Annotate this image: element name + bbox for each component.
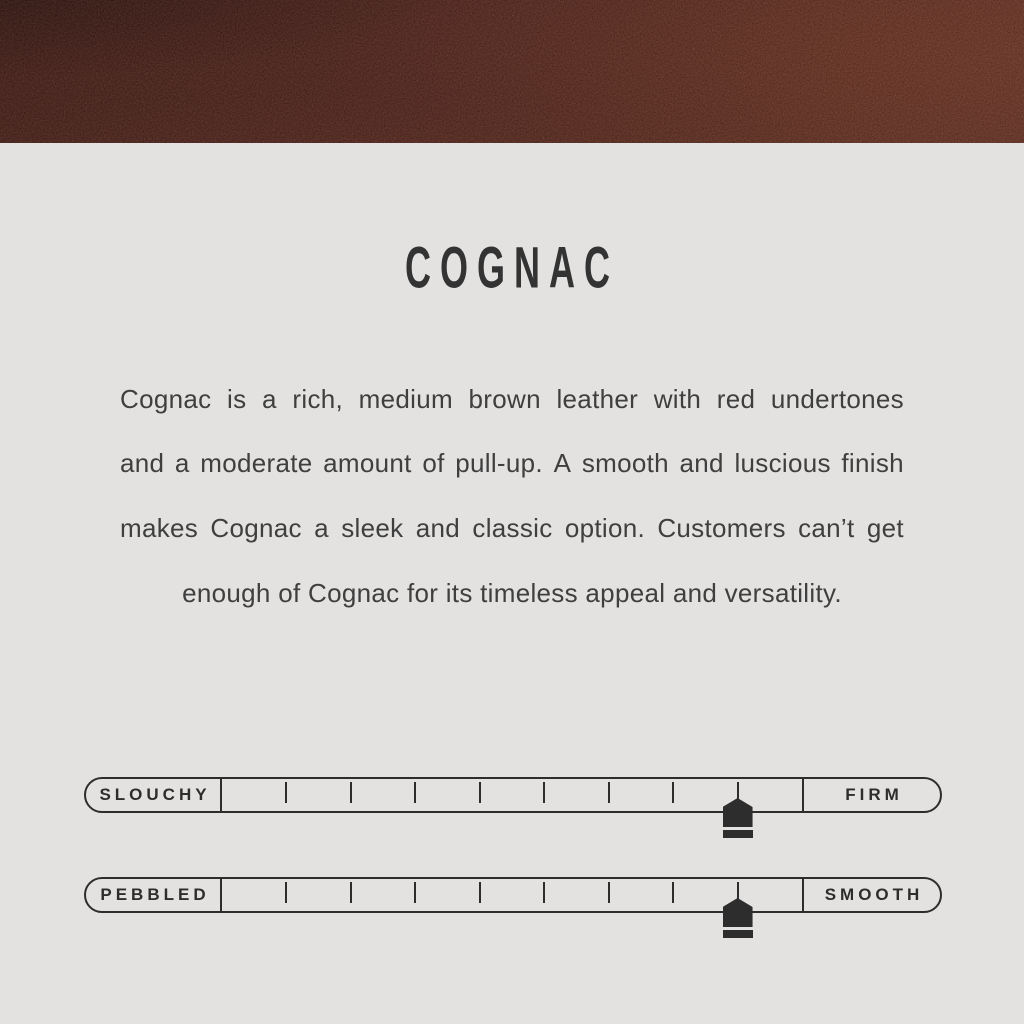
leather-photo xyxy=(0,0,1024,143)
marker-base xyxy=(723,830,753,838)
marker-nib xyxy=(723,798,753,827)
scale-left-section xyxy=(86,879,222,911)
scale-tick xyxy=(543,782,545,803)
scale-right-label: FIRM xyxy=(845,785,903,804)
scale-tick xyxy=(350,782,352,803)
scale-slouchy-firm xyxy=(84,777,942,813)
scale-left-label: PEBBLED xyxy=(100,885,210,904)
marker-nib xyxy=(723,898,753,927)
scale-tick xyxy=(672,782,674,803)
scale-tick xyxy=(608,882,610,903)
scale-track xyxy=(222,879,802,911)
description-line: Cognac is a rich, medium brown leather with red undertones xyxy=(120,383,904,414)
page-title: COGNAC xyxy=(405,234,619,301)
scale-tick xyxy=(672,882,674,903)
scale-tick xyxy=(285,882,287,903)
description-line: makes Cognac a sleek and classic option. Customers can’t get xyxy=(120,512,904,543)
scale-tick xyxy=(543,882,545,903)
scale-tick xyxy=(285,782,287,803)
scale-pebbled-smooth xyxy=(84,877,942,913)
scale-tick xyxy=(350,882,352,903)
scale-tick xyxy=(608,782,610,803)
position-marker-icon xyxy=(723,798,753,838)
description xyxy=(120,367,904,625)
marker-base xyxy=(723,930,753,938)
scale-right-section xyxy=(802,779,940,811)
position-marker-icon xyxy=(723,898,753,938)
scale-tick xyxy=(479,782,481,803)
scale-tick xyxy=(414,882,416,903)
description-line: enough of Cognac for its timeless appeal and versatility. xyxy=(182,577,842,608)
scale-right-label: SMOOTH xyxy=(824,885,924,904)
scale-left-section xyxy=(86,779,222,811)
description-line: and a moderate amount of pull-up. A smooth and luscious finish xyxy=(120,448,904,479)
scale-right-section xyxy=(802,879,940,911)
scale-tick xyxy=(414,782,416,803)
scale-left-label: SLOUCHY xyxy=(99,785,211,804)
scale-track xyxy=(222,779,802,811)
scale-tick xyxy=(479,882,481,903)
leather-grain-highlights xyxy=(0,0,1024,143)
